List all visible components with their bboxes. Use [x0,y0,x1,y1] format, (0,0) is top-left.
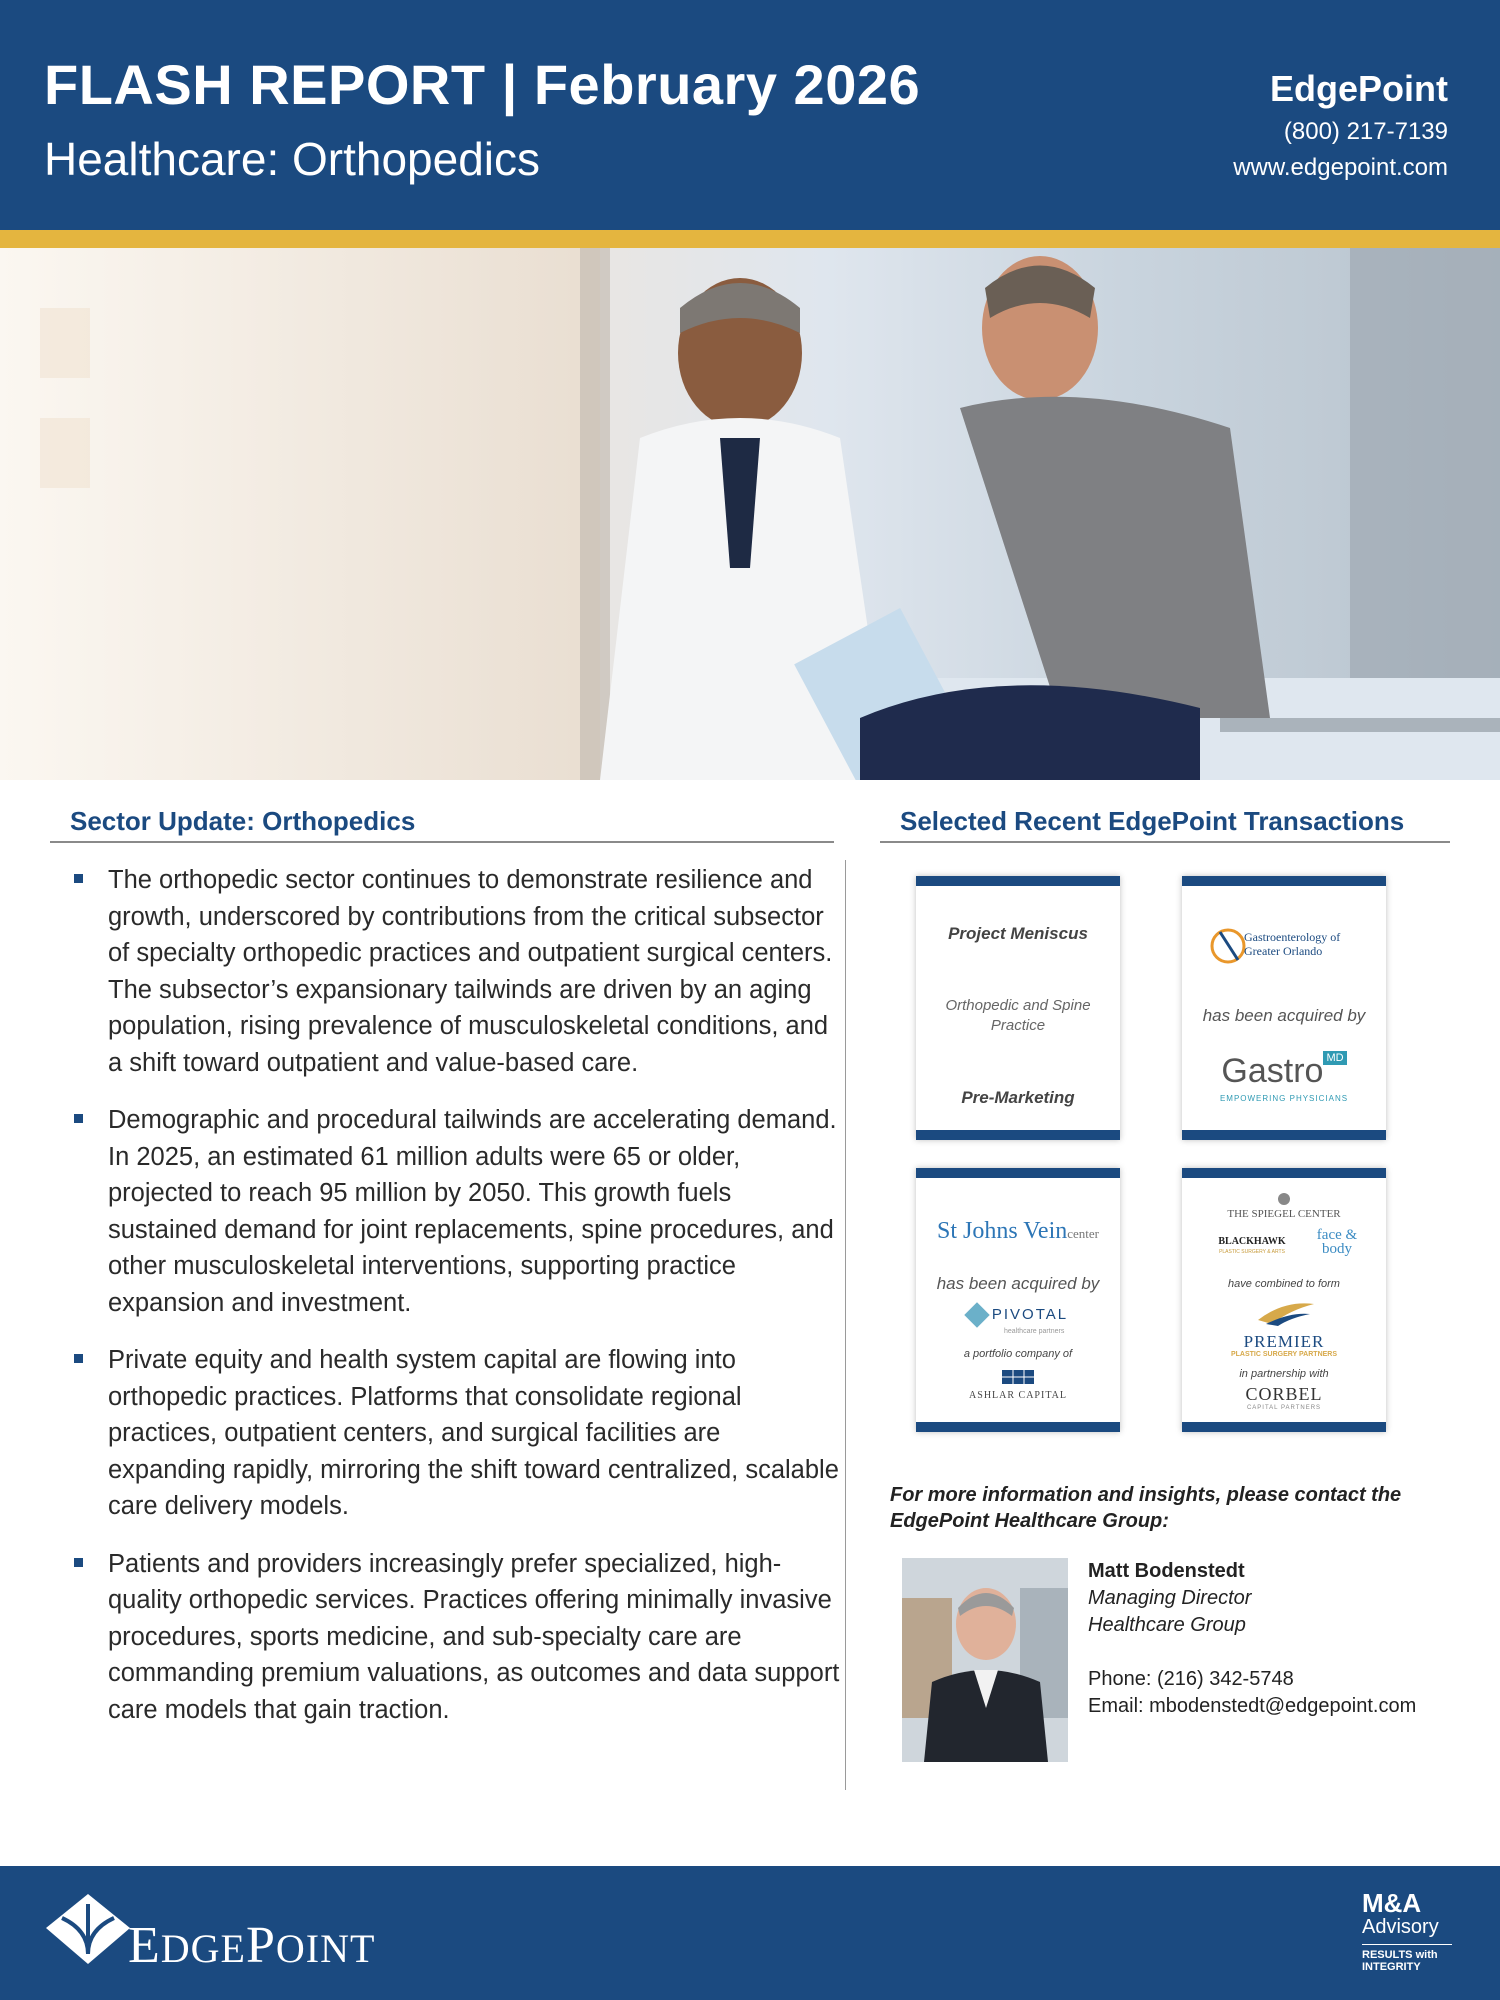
contact-intro: For more information and insights, please contact the EdgePoint Healthcare Group: [890,1484,1402,1532]
result-name: PREMIER [1243,1332,1325,1351]
bullet-square-icon [74,1558,83,1567]
deal-card-st-johns-vein [916,1168,1120,1432]
ma-line: M&A [1362,1888,1422,1918]
report-subtitle: Healthcare: Orthopedics [44,133,541,185]
buyer-badge: MD [1323,1051,1346,1065]
deal-card-premier [1182,1168,1386,1432]
bullet-text: Patients and providers increasingly prefer specialized, high-quality orthopedic services. Practices offering minimally invasive procedures, sports medicine, and sub-specialty care are commanding premium valuations, as outcomes and data support care models that gain traction. [108,1549,840,1724]
footer-logo-e: E [128,1917,161,1974]
bullet-text: Private equity and health system capital are flowing into orthopedic practices. Platforms that consolidate regional practices, outpatient centers, and surgical facilities are expanding rapidly, mirroring the shift toward centralized, scalable care delivery models. [108,1346,839,1520]
header-website[interactable]: www.edgepoint.com [1233,154,1448,181]
contact-name: Matt Bodenstedt [1088,1560,1245,1582]
buyer-subname: healthcare partners [1004,1328,1065,1335]
list-item [70,1102,840,1321]
party-three: face & body [1316,1227,1358,1257]
transactions-heading: Selected Recent EdgePoint Transactions [900,806,1405,836]
hero-photo [0,248,1500,780]
contact-portrait [902,1558,1068,1762]
footer-logo-dge: DGE [160,1926,246,1971]
bullet-square-icon [74,874,83,883]
ma-advisory-badge [1362,1890,1452,1973]
deal-action: have combined to form [1228,1278,1340,1290]
buyer-name: PIVOTAL [991,1306,1069,1324]
premier-logo [1182,1298,1386,1333]
bullet-text: Demographic and procedural tailwinds are accelerating demand. In 2025, an estimated 61 million adults were 65 or older, projected to reach 95 million by 2050. This growth fuels sustained demand for joint replacements, spine procedures, and other musculoskeletal interventions, supporting practice expansion and investment. [108,1106,837,1317]
person-photo-icon [902,1558,1068,1762]
ashlar-logo-icon [916,1368,1120,1388]
deal-action: has been acquired by [1202,1006,1366,1025]
deal-action: has been acquired by [936,1274,1100,1293]
deal-card-project-meniscus [916,876,1120,1140]
deal-name: Project Meniscus [948,924,1088,943]
gold-accent-bar [0,230,1500,248]
bullet-square-icon [74,1354,83,1363]
deal-status: Pre-Marketing [961,1088,1075,1107]
buyer-tagline: EMPOWERING PHYSICIANS [1219,1094,1349,1103]
party-two-subname: PLASTIC SURGERY & ARTS [1219,1249,1285,1255]
buyer-logo [916,1306,1120,1324]
report-title: FLASH REPORT | February 2026 [44,53,921,116]
deal-description: Orthopedic and Spine Practice [945,997,1091,1034]
parent-name: ASHLAR CAPITAL [969,1390,1067,1401]
sector-bullet-list [70,862,840,1749]
contact-phone: Phone: (216) 342-5748 [1088,1668,1294,1690]
footer-logo-text [128,1916,375,1975]
partner-name: CORBEL [1245,1384,1323,1404]
transactions-heading-rule [880,841,1450,843]
seller-name: St Johns Vein [936,1218,1068,1244]
column-divider [845,860,846,1790]
spiegel-logo-icon [1182,1192,1386,1206]
seller-suffix: center [1067,1226,1100,1241]
list-item [70,1342,840,1525]
edgepoint-diamond-icon [40,1888,136,1968]
list-item [70,1546,840,1729]
partner-subname: CAPITAL PARTNERS [1246,1405,1322,1411]
doctor-patient-illustration [0,248,1500,780]
deal-card-gastro-orlando [1182,876,1386,1140]
seller-logo [916,1218,1120,1245]
advisory-line: Advisory [1362,1916,1439,1938]
advisory-tagline: RESULTS with INTEGRITY [1362,1944,1452,1973]
pivotal-logo-icon [964,1302,989,1327]
deal-note: a portfolio company of [963,1348,1073,1360]
seller-name: Gastroenterology of Greater Orlando [1244,930,1341,958]
contact-title: Managing Director [1088,1587,1252,1609]
sector-heading: Sector Update: Orthopedics [70,806,416,836]
party-two: BLACKHAWK [1218,1236,1286,1247]
premier-logo-icon [1182,1298,1386,1328]
header-phone: (800) 217-7139 [1283,118,1448,145]
list-item [70,862,840,1081]
result-subname: PLASTIC SURGERY PARTNERS [1230,1351,1338,1358]
bullet-square-icon [74,1114,83,1123]
contact-group: Healthcare Group [1088,1614,1246,1636]
deal-note: in partnership with [1239,1368,1329,1380]
footer-logo-p: P [245,1917,276,1974]
header-brand: EdgePoint [1270,68,1448,109]
footer-logo-oint: OINT [275,1926,376,1971]
bullet-text: The orthopedic sector continues to demonstrate resilience and growth, underscored by contributions from the critical subsector of specialty orthopedic practices and outpatient surgical centers. The subsector’s expansionary tailwinds are driven by an aging population, rising prevalence of musculoskeletal conditions, and a shift toward outpatient and value-based care. [108,866,833,1077]
buyer-name: Gastro [1221,1052,1324,1090]
buyer-logo [1182,1052,1386,1091]
sector-heading-rule [50,841,834,843]
contact-email[interactable]: Email: mbodenstedt@edgepoint.com [1088,1695,1417,1717]
party-one: THE SPIEGEL CENTER [1227,1208,1341,1220]
